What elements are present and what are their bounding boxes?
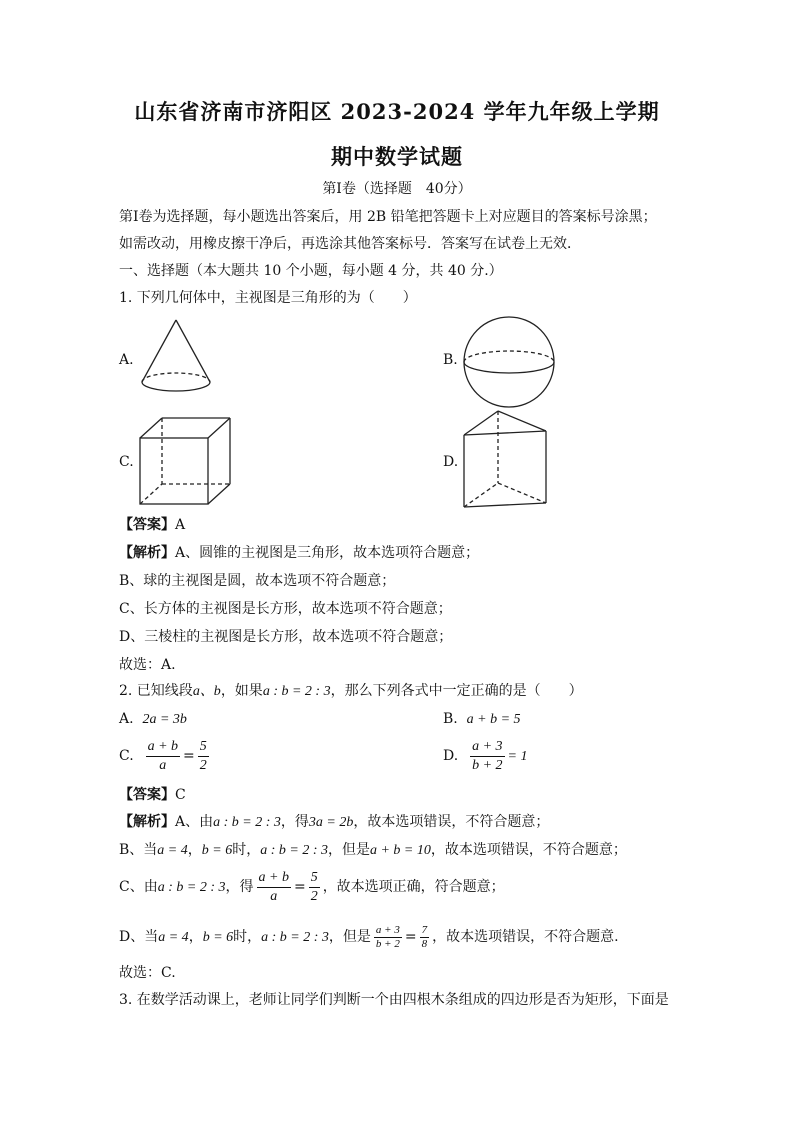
q2-option-d-label: D. (443, 748, 459, 764)
q2-option-b-label: B. (443, 711, 458, 727)
answer-value: A (175, 517, 186, 533)
q2-analysis-d: D、当a = 4，b = 6时，a : b = 2 : 3，但是 $\frac{a + 3}{b + 2}$ = $\frac{7}{8}$ ，故本选项错误，不符合题意. (119, 923, 619, 950)
q1-option-c-label: C. (119, 454, 134, 470)
q2-analysis-c: C、由a : b = 2 : 3，得 $\frac{a + b}{a}$ = $\frac{5}{2}$ ，故本选项正确，符合题意； (119, 869, 505, 904)
math: a : b = 2 : 3 (157, 880, 226, 895)
q2-option-a-expr: 2a = 3b (142, 712, 187, 727)
q2-option-a-label: A. (119, 711, 134, 727)
q2-stem (119, 681, 583, 702)
q3-stem: 3. 在数学活动课上，老师让同学们判断一个由四根木条组成的四边形是否为矩形，下面是 (119, 992, 669, 1008)
q1-conclusion: 故选：A. (119, 657, 176, 673)
fraction-numerator: a + b (146, 738, 180, 757)
q2-stem-prefix: 2. 已知线段 (119, 683, 193, 699)
q1-option-d-label: D. (443, 454, 459, 470)
q1-analysis-d: D、三棱柱的主视图是长方形，故本选项不符合题意； (119, 629, 453, 645)
q2-stem-ratio: a : b = 2 : 3 (262, 684, 331, 699)
text: ，但是 (327, 842, 370, 858)
answer-label: 【答案】 (119, 517, 175, 533)
q1-analysis-b: B、球的主视图是圆，故本选项不符合题意； (119, 573, 396, 589)
fraction-numerator: 7 (421, 923, 428, 936)
q2-answer (119, 785, 186, 805)
math: a = 4 (158, 930, 189, 945)
analysis-text: A、圆锥的主视图是三角形，故本选项符合题意； (175, 545, 480, 561)
fraction-numerator: a + 3 (470, 738, 504, 757)
math: b = 6 (202, 930, 234, 945)
section-heading: 第Ⅰ卷（选择题 40分） (322, 181, 472, 197)
q2-option-c-label: C. (119, 748, 134, 764)
q2-stem-vars: a、b (192, 684, 221, 699)
text: D、当 (119, 929, 159, 945)
q2-option-c: C. $\frac{a + b}{a}$ = $\frac{5}{2}$ (119, 738, 207, 773)
math: 3a = 2b (308, 815, 354, 830)
text: 时， (233, 929, 262, 945)
q2-option-d-rhs: = 1 (507, 749, 528, 764)
q2-option-b (443, 709, 521, 730)
text: ，故本选项错误，不符合题意； (430, 842, 627, 858)
math: a : b = 2 : 3 (260, 843, 328, 858)
fraction-numerator: a + 3 (375, 923, 400, 936)
q2-analysis-b: B、当a = 4，b = 6时，a : b = 2 : 3，但是a + b = 10，故本选项错误，不符合题意； (119, 842, 627, 858)
math: a + b = 10 (369, 843, 431, 858)
text: A、由 (175, 814, 214, 830)
cone-icon (138, 318, 214, 394)
part-heading: 一、选择题（本大题共 10 个小题，每小题 4 分，共 40 分.） (119, 263, 503, 279)
fraction (309, 869, 320, 906)
answer-label: 【答案】 (119, 787, 175, 803)
q1-analysis-a (119, 543, 479, 563)
fraction (257, 869, 291, 906)
analysis-label: 【解析】 (119, 545, 175, 561)
fraction-numerator: 5 (198, 738, 209, 757)
fraction-denominator: 2 (310, 888, 318, 904)
q1-stem: 1. 下列几何体中，主视图是三角形的为（ ） (119, 290, 417, 306)
math: a = 4 (157, 843, 188, 858)
q2-conclusion: 故选：C. (119, 965, 176, 981)
fraction (420, 924, 430, 951)
q1-answer (119, 515, 185, 535)
text: ，故本选项错误，不符合题意. (432, 929, 619, 945)
exam-title-line2: 期中数学试题 (331, 144, 463, 169)
math: a : b = 2 : 3 (213, 815, 281, 830)
text: 时， (232, 842, 261, 858)
q2-option-c-rhs (198, 738, 209, 775)
q2-option-b-expr: a + b = 5 (466, 712, 521, 727)
fraction-denominator: b + 2 (472, 757, 503, 773)
text: ，得 (280, 814, 309, 830)
fraction (374, 924, 402, 951)
analysis-label: 【解析】 (119, 814, 175, 830)
q2-stem-suffix: ，那么下列各式中一定正确的是（ ） (330, 683, 583, 699)
text: ，故本选项错误，不符合题意； (353, 814, 550, 830)
text: C、由 (119, 879, 158, 895)
q2-analysis-a (119, 812, 549, 833)
fraction-denominator: 2 (199, 757, 207, 773)
q2-option-c-fraction (146, 738, 180, 775)
fraction-denominator: a (159, 757, 167, 773)
cube-icon (138, 416, 232, 506)
math: b = 6 (201, 843, 233, 858)
math: a : b = 2 : 3 (261, 930, 329, 945)
q2-option-a (119, 709, 187, 730)
fraction-denominator: a (270, 888, 278, 904)
fraction-denominator: b + 2 (375, 937, 400, 950)
text: B、当 (119, 842, 158, 858)
text: ，故本选项正确，符合题意； (322, 879, 505, 895)
intro-line-2: 如需改动，用橡皮擦干净后，再选涂其他答案标号．答案写在试卷上无效． (119, 236, 581, 252)
q2-stem-mid: ，如果 (220, 683, 263, 699)
q1-option-b-label: B. (443, 352, 458, 368)
triangular-prism-icon (462, 409, 550, 509)
answer-value: C (175, 787, 186, 803)
q1-analysis-c: C、长方体的主视图是长方形，故本选项不符合题意； (119, 601, 452, 617)
fraction-denominator: 8 (421, 937, 428, 950)
sphere-icon (462, 315, 556, 409)
text: ，得 (225, 879, 254, 895)
fraction-numerator: a + b (257, 869, 291, 888)
text: ，但是 (328, 929, 371, 945)
q1-option-a-label: A. (119, 352, 134, 368)
exam-title-line1: 山东省济南市济阳区 2023-2024 学年九年级上学期 (134, 99, 660, 124)
q2-option-d (443, 737, 528, 776)
intro-line-1: 第Ⅰ卷为选择题，每小题选出答案后，用 2B 铅笔把答题卡上对应题目的答案标号涂黑； (119, 209, 657, 225)
q2-option-d-fraction (470, 738, 504, 775)
fraction-numerator: 5 (309, 869, 320, 888)
